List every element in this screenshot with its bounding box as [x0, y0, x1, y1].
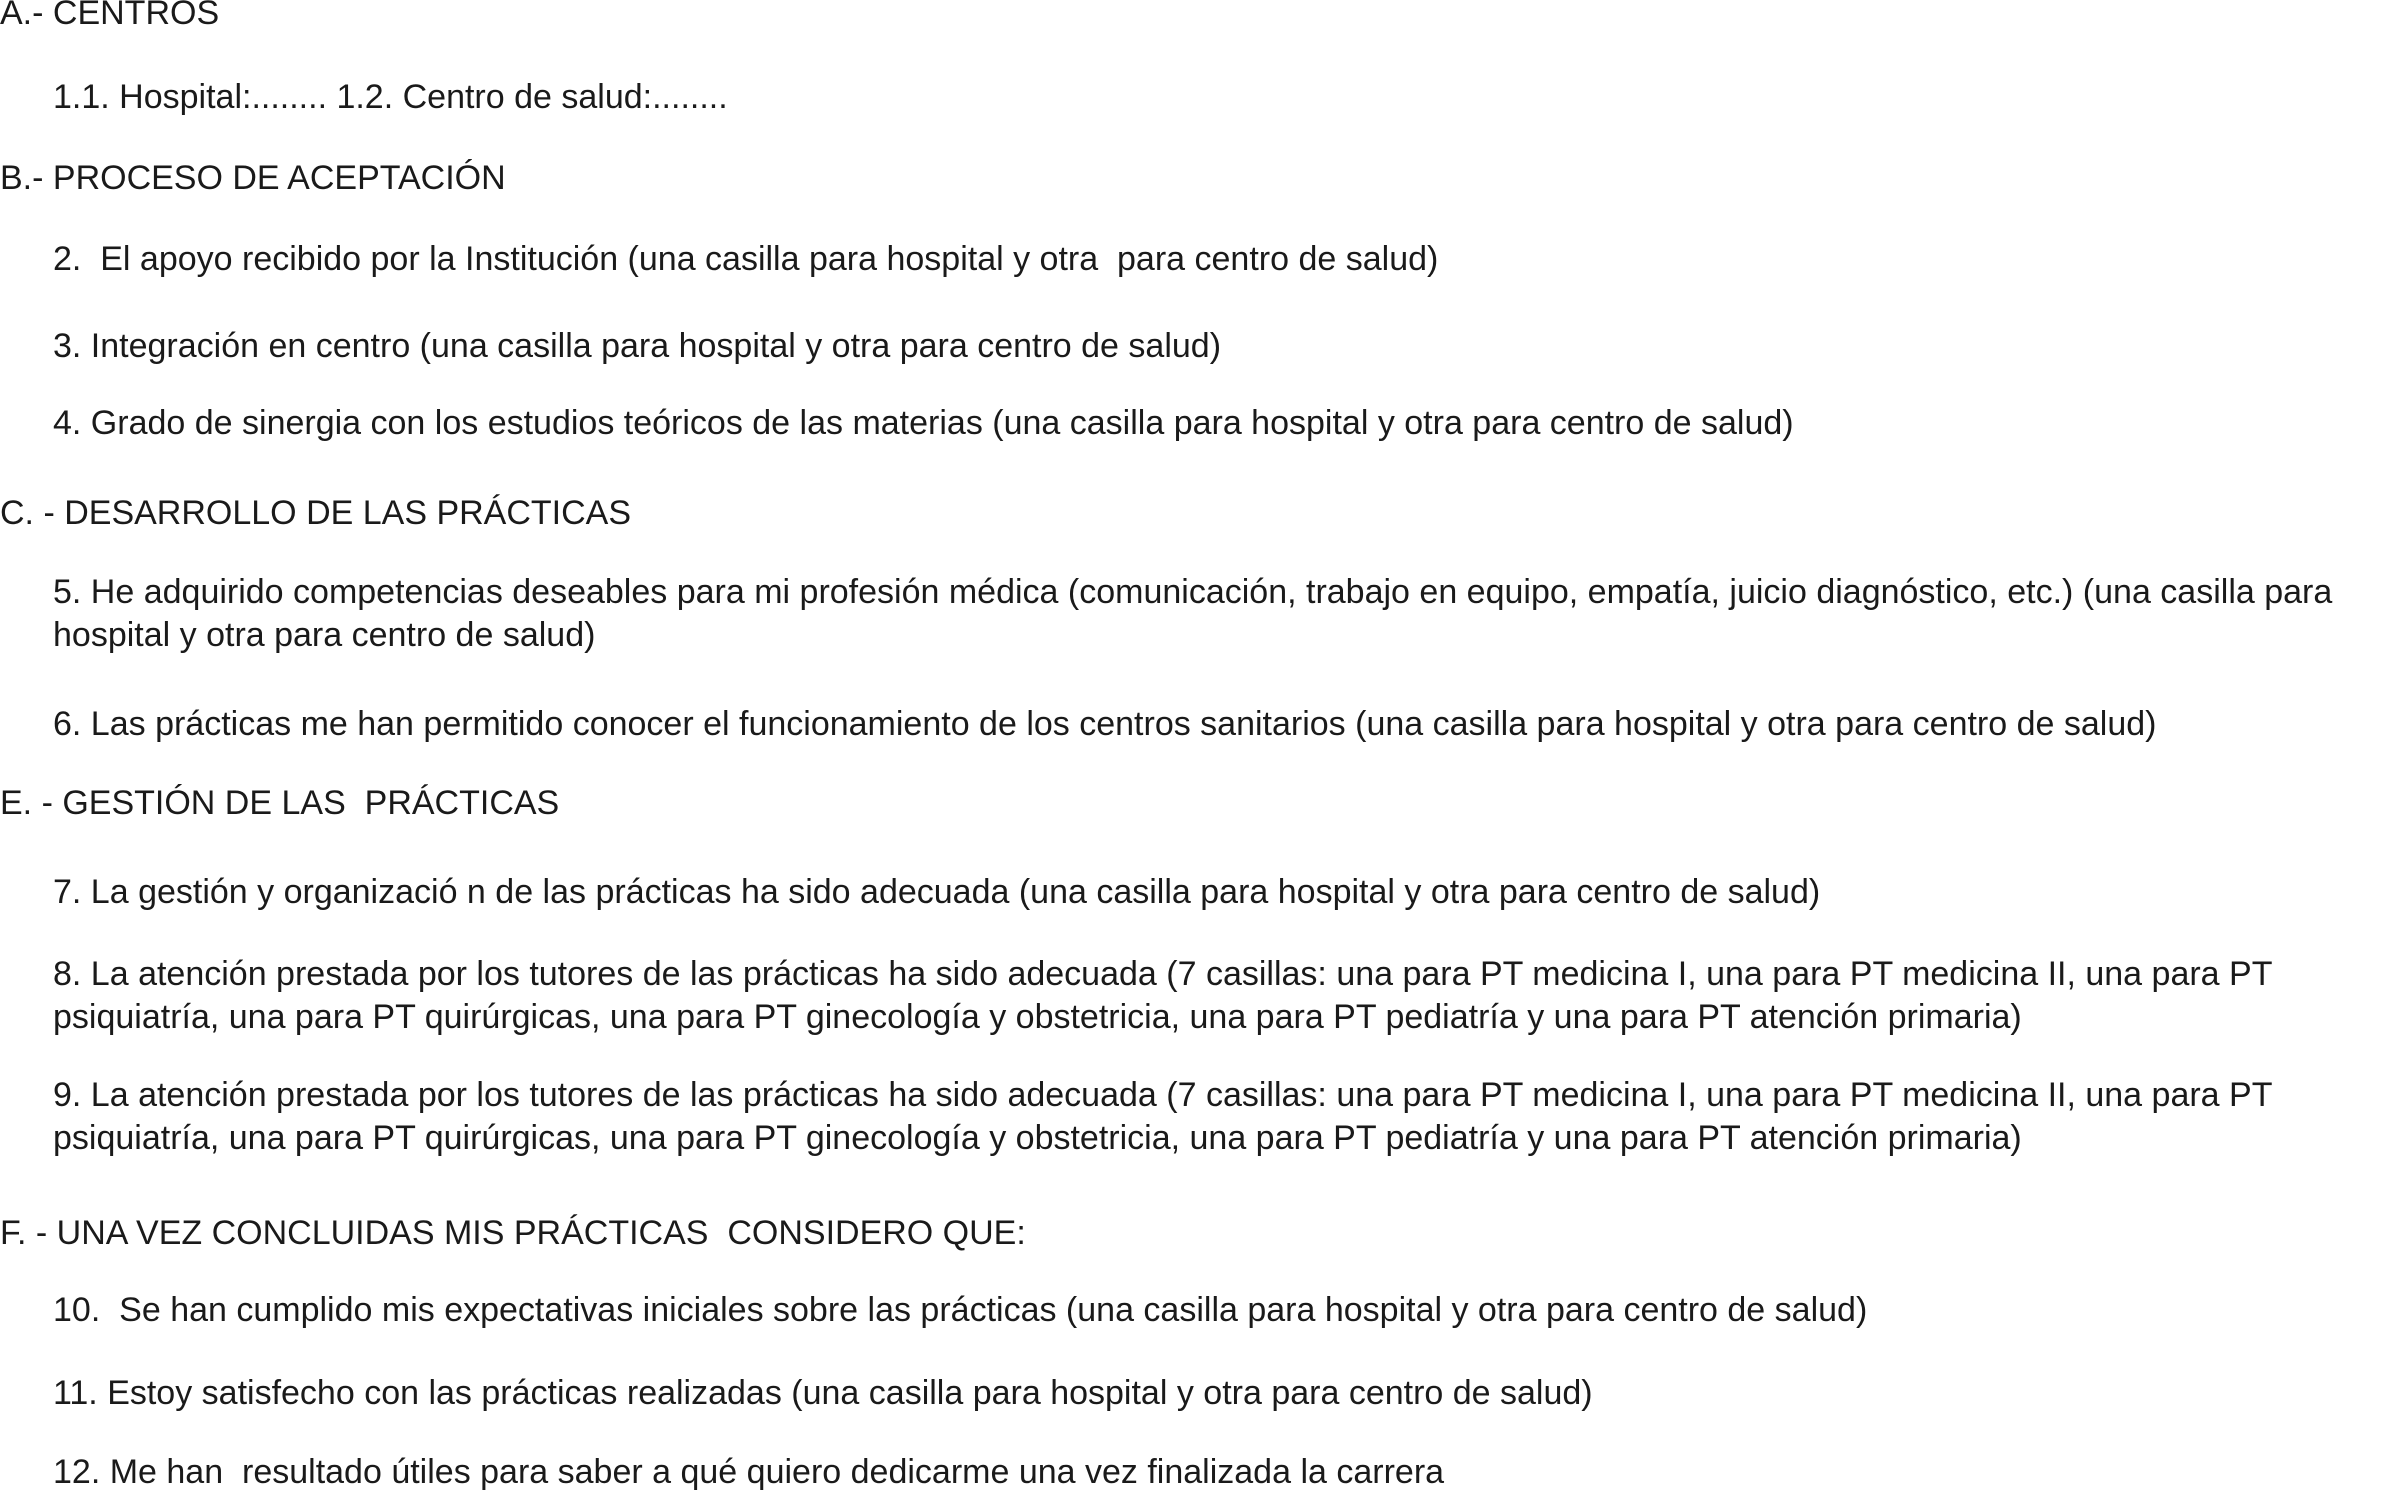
item-1: 1.1. Hospital:........ 1.2. Centro de salud:........ [53, 78, 728, 116]
section-c-heading: C. - DESARROLLO DE LAS PRÁCTICAS [0, 494, 632, 532]
item-5: 5. He adquirido competencias deseables para mi profesión médica (comunicación, trabajo en equipo, empatía, juicio diagnóstico, etc.) (una casilla para hospital y otra para centro de salud) [53, 573, 2333, 654]
item-10: 10. Se han cumplido mis expectativas iniciales sobre las prácticas (una casilla para hospital y otra para centro de salud) [53, 1291, 1868, 1329]
item-11: 11. Estoy satisfecho con las prácticas realizadas (una casilla para hospital y otra para centro de salud) [53, 1374, 1593, 1412]
section-f-heading: F. - UNA VEZ CONCLUIDAS MIS PRÁCTICAS CONSIDERO QUE: [0, 1214, 1026, 1252]
item-6: 6. Las prácticas me han permitido conocer el funcionamiento de los centros sanitarios (una casilla para hospital y otra para centro de salud) [53, 705, 2157, 743]
section-e-heading: E. - GESTIÓN DE LAS PRÁCTICAS [0, 784, 560, 822]
section-a-heading: A.- CENTROS [0, 0, 220, 32]
item-12: 12. Me han resultado útiles para saber a qué quiero dedicarme una vez finalizada la carrera [53, 1453, 1445, 1491]
section-b-heading: B.- PROCESO DE ACEPTACIÓN [0, 159, 506, 197]
item-7: 7. La gestión y organizació n de las prácticas ha sido adecuada (una casilla para hospital y otra para centro de salud) [53, 873, 1821, 911]
item-8: 8. La atención prestada por los tutores de las prácticas ha sido adecuada (7 casillas: una para PT medicina I, una para PT medicina II, una para PT psiquiatría, una para PT quirúrgicas, una para PT ginecología y obstetricia, una para PT pediatría y una para PT atención primaria) [53, 955, 2272, 1036]
item-3: 3. Integración en centro (una casilla para hospital y otra para centro de salud) [53, 327, 1222, 365]
item-4: 4. Grado de sinergia con los estudios teóricos de las materias (una casilla para hospital y otra para centro de salud) [53, 404, 1794, 442]
item-9: 9. La atención prestada por los tutores de las prácticas ha sido adecuada (7 casillas: una para PT medicina I, una para PT medicina II, una para PT psiquiatría, una para PT quirúrgicas, una para PT ginecología y obstetricia, una para PT pediatría y una para PT atención primaria) [53, 1076, 2272, 1157]
item-2: 2. El apoyo recibido por la Institución (una casilla para hospital y otra para centro de salud) [53, 240, 1439, 278]
